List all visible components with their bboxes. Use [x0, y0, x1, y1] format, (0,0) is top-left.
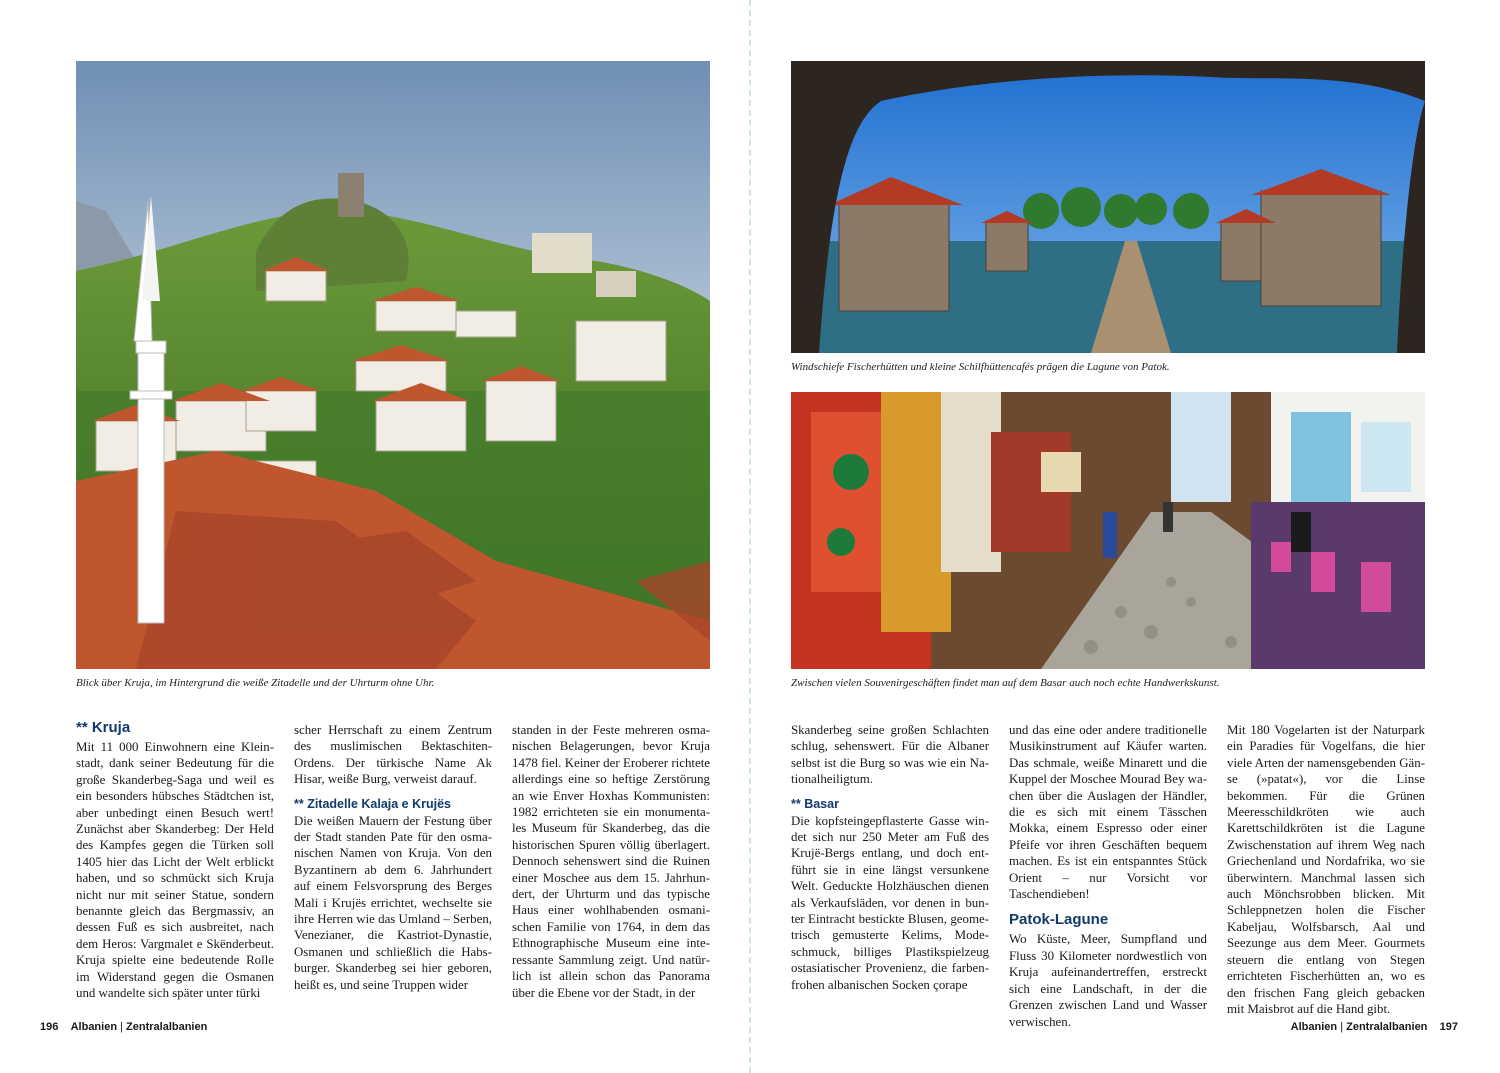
basar-heading: ** Basar [791, 796, 839, 811]
zitadelle-text: Die weißen Mauern der Festung über der Stadt standen Pate für den osmanischen Namen von Kruja. Von den Byzantinern ab dem 6. Jahrhundert auf einem Felsvorsprung des Berges Mali i Krujës errichtet, wechselte sie ihre Herren wie das Umland – Serben, Venezianer, die Kastriot-Dynastie, Osmanen und schließlich die Habsburger. Skanderbeg sei hier geboren, heißt es, und seine Truppen wider [294, 813, 492, 992]
page-gutter [749, 0, 751, 1073]
right-footer-section: Zentralalbanien [1346, 1021, 1428, 1033]
kruja-heading: ** Kruja [76, 719, 131, 736]
zitadelle-heading: ** Zitadelle Kalaja e Krujës [294, 796, 452, 811]
kruja-text-continued: scher Herrschaft zu einem Zentrum des muslimischen Bektaschiten-Ordens. Der türkische Name Ak Hisar, weiße Burg, verweist darauf. [294, 723, 492, 787]
right-column-3 [1227, 722, 1425, 1017]
right-page-number: 197 [1439, 1021, 1458, 1033]
right-column-2 [1009, 722, 1207, 1030]
right-column-1 [791, 722, 989, 993]
left-footer [40, 1021, 207, 1033]
kruja-town-photo [76, 61, 710, 669]
basar-text-continued: und das eine oder andere traditionelle Musikinstrument auf Käufer warten. Das schmale, weiße Minarett und die Kuppel der Moschee Mourad Bey wachen über die Auslagen der Händler, die es sich mit einem Tässchen Mokka, einem Espresso oder einer Pfeife vor ihren Geschäften bequem machen. Es ist ein entspanntes Stück Orient – nur Vorsicht vor Taschendieben! [1009, 723, 1207, 902]
patok-fishermen-huts-photo [791, 61, 1425, 353]
left-column-1 [76, 718, 274, 1002]
left-page-number: 196 [40, 1021, 59, 1033]
left-column-3 [512, 722, 710, 1001]
patok-text: Wo Küste, Meer, Sumpfland und Fluss 30 Kilometer nordwestlich von Kruja aufeinandertreffen, erstreckt sich eine Landschaft, in der die Grenzen zwischen Land und Wasser verwischen. [1009, 932, 1207, 1029]
left-column-2 [294, 722, 492, 993]
left-footer-separator: | [120, 1021, 123, 1033]
right-footer-region: Albanien [1290, 1021, 1338, 1033]
kruja-photo-caption: Blick über Kruja, im Hintergrund die weiße Zitadelle und der Uhrturm ohne Uhr. [76, 677, 435, 689]
bazaar-photo-caption: Zwischen vielen Souvenirgeschäften findet man auf dem Basar auch noch echte Handwerkskunst. [791, 677, 1220, 689]
left-footer-region: Albanien [70, 1021, 118, 1033]
zitadelle-text-end: Skanderbeg seine großen Schlachten schlug, sehenswert. Für die Albaner selbst ist die Burg so was wie ein Nationalheiligtum. [791, 723, 989, 787]
kruja-bazaar-photo [791, 392, 1425, 669]
kruja-text: Mit 11 000 Einwohnern eine Kleinstadt, dank seiner Bedeutung für die große Skanderbeg-Saga und weil es ein besonders hübsches Städtchen ist, aber unbedingt einen Besuch wert! Zunächst aber Skanderbeg: Der Held des Kampfes gegen die Türken soll 1405 hier das Licht der Welt erblickt haben, und so schmückt sich Kruja nicht nur mit seiner Statue, sondern benannte gleich das Bergmassiv, an dessen Fuß es sich ausbreitet, nach dem Heros: Vargmalet e Skënderbeut. Kruja spielte eine bedeutende Rolle im Widerstand gegen die Osmanen und wandelte sich später unter türki [76, 740, 274, 1001]
zitadelle-text-continued: standen in der Feste mehreren osmanischen Belagerungen, bevor Kruja 1478 fiel. Keiner der Eroberer richtete allerdings eine so heftige Zerstörung an wie Enver Hoxhas Kommunisten: 1982 errichteten sie ein monumentales Museum für Skanderbeg, das die historischen Spuren völlig überlagert. Dennoch sehenswert sind die Ruinen einer Moschee aus dem 15. Jahrhundert, der Uhrturm und das typische Haus einer wohlhabenden osmanischen Familie von 1764, in dem das Ethnographische Museum eine interessante Sammlung zeigt. Und natürlich ist allein schon das Panorama über die Ebene vor der Stadt, in der [512, 723, 710, 1000]
patok-text-continued: Mit 180 Vogelarten ist der Naturpark ein Paradies für Vogelfans, die hier viele Arten der namensgebenden Gänse (»patat«), vor die Linse bekommen. Für die Grünen Meeresschildkröten wie auch Karettschildkröten ist die Lagune Zwischenstation auf ihrem Weg nach Griechenland und Nordafrika, wo sie überwintern. Manchmal lassen sich auch Mönchsrobben blicken. Mit Schleppnetzen holen die Fischer Kabeljau, Wolfsbarsch, Aal und Seezunge aus dem Meer. Gourmets steuern die entlang von Stegen errichteten Fischerhütten an, wo es den frischen Fang gleich gebacken mit Maisbrot auf die Hand gibt. [1227, 723, 1425, 1016]
basar-text: Die kopfsteingepflasterte Gasse windet sich nur 250 Meter am Fuß des Krujë-Bergs entlang, und doch entführt sie in eine längst versunkene Welt. Geduckte Holzhäuschen dienen als Verkaufsläden, vor denen in bunter Eintracht bestickte Blusen, geometrisch gemusterte Kelims, Modeschmuck, billiges Plastikspielzeug ostasiatischer Provenienz, die farbenfrohen albanischen Socken çorape [791, 813, 989, 992]
right-footer [1291, 1021, 1458, 1033]
patok-photo-caption: Windschiefe Fischerhütten und kleine Schilfhüttencafés prägen die Lagune von Patok. [791, 361, 1170, 373]
left-footer-section: Zentralalbanien [126, 1021, 208, 1033]
patok-heading: Patok-Lagune [1009, 911, 1109, 929]
right-footer-separator: | [1340, 1021, 1344, 1033]
